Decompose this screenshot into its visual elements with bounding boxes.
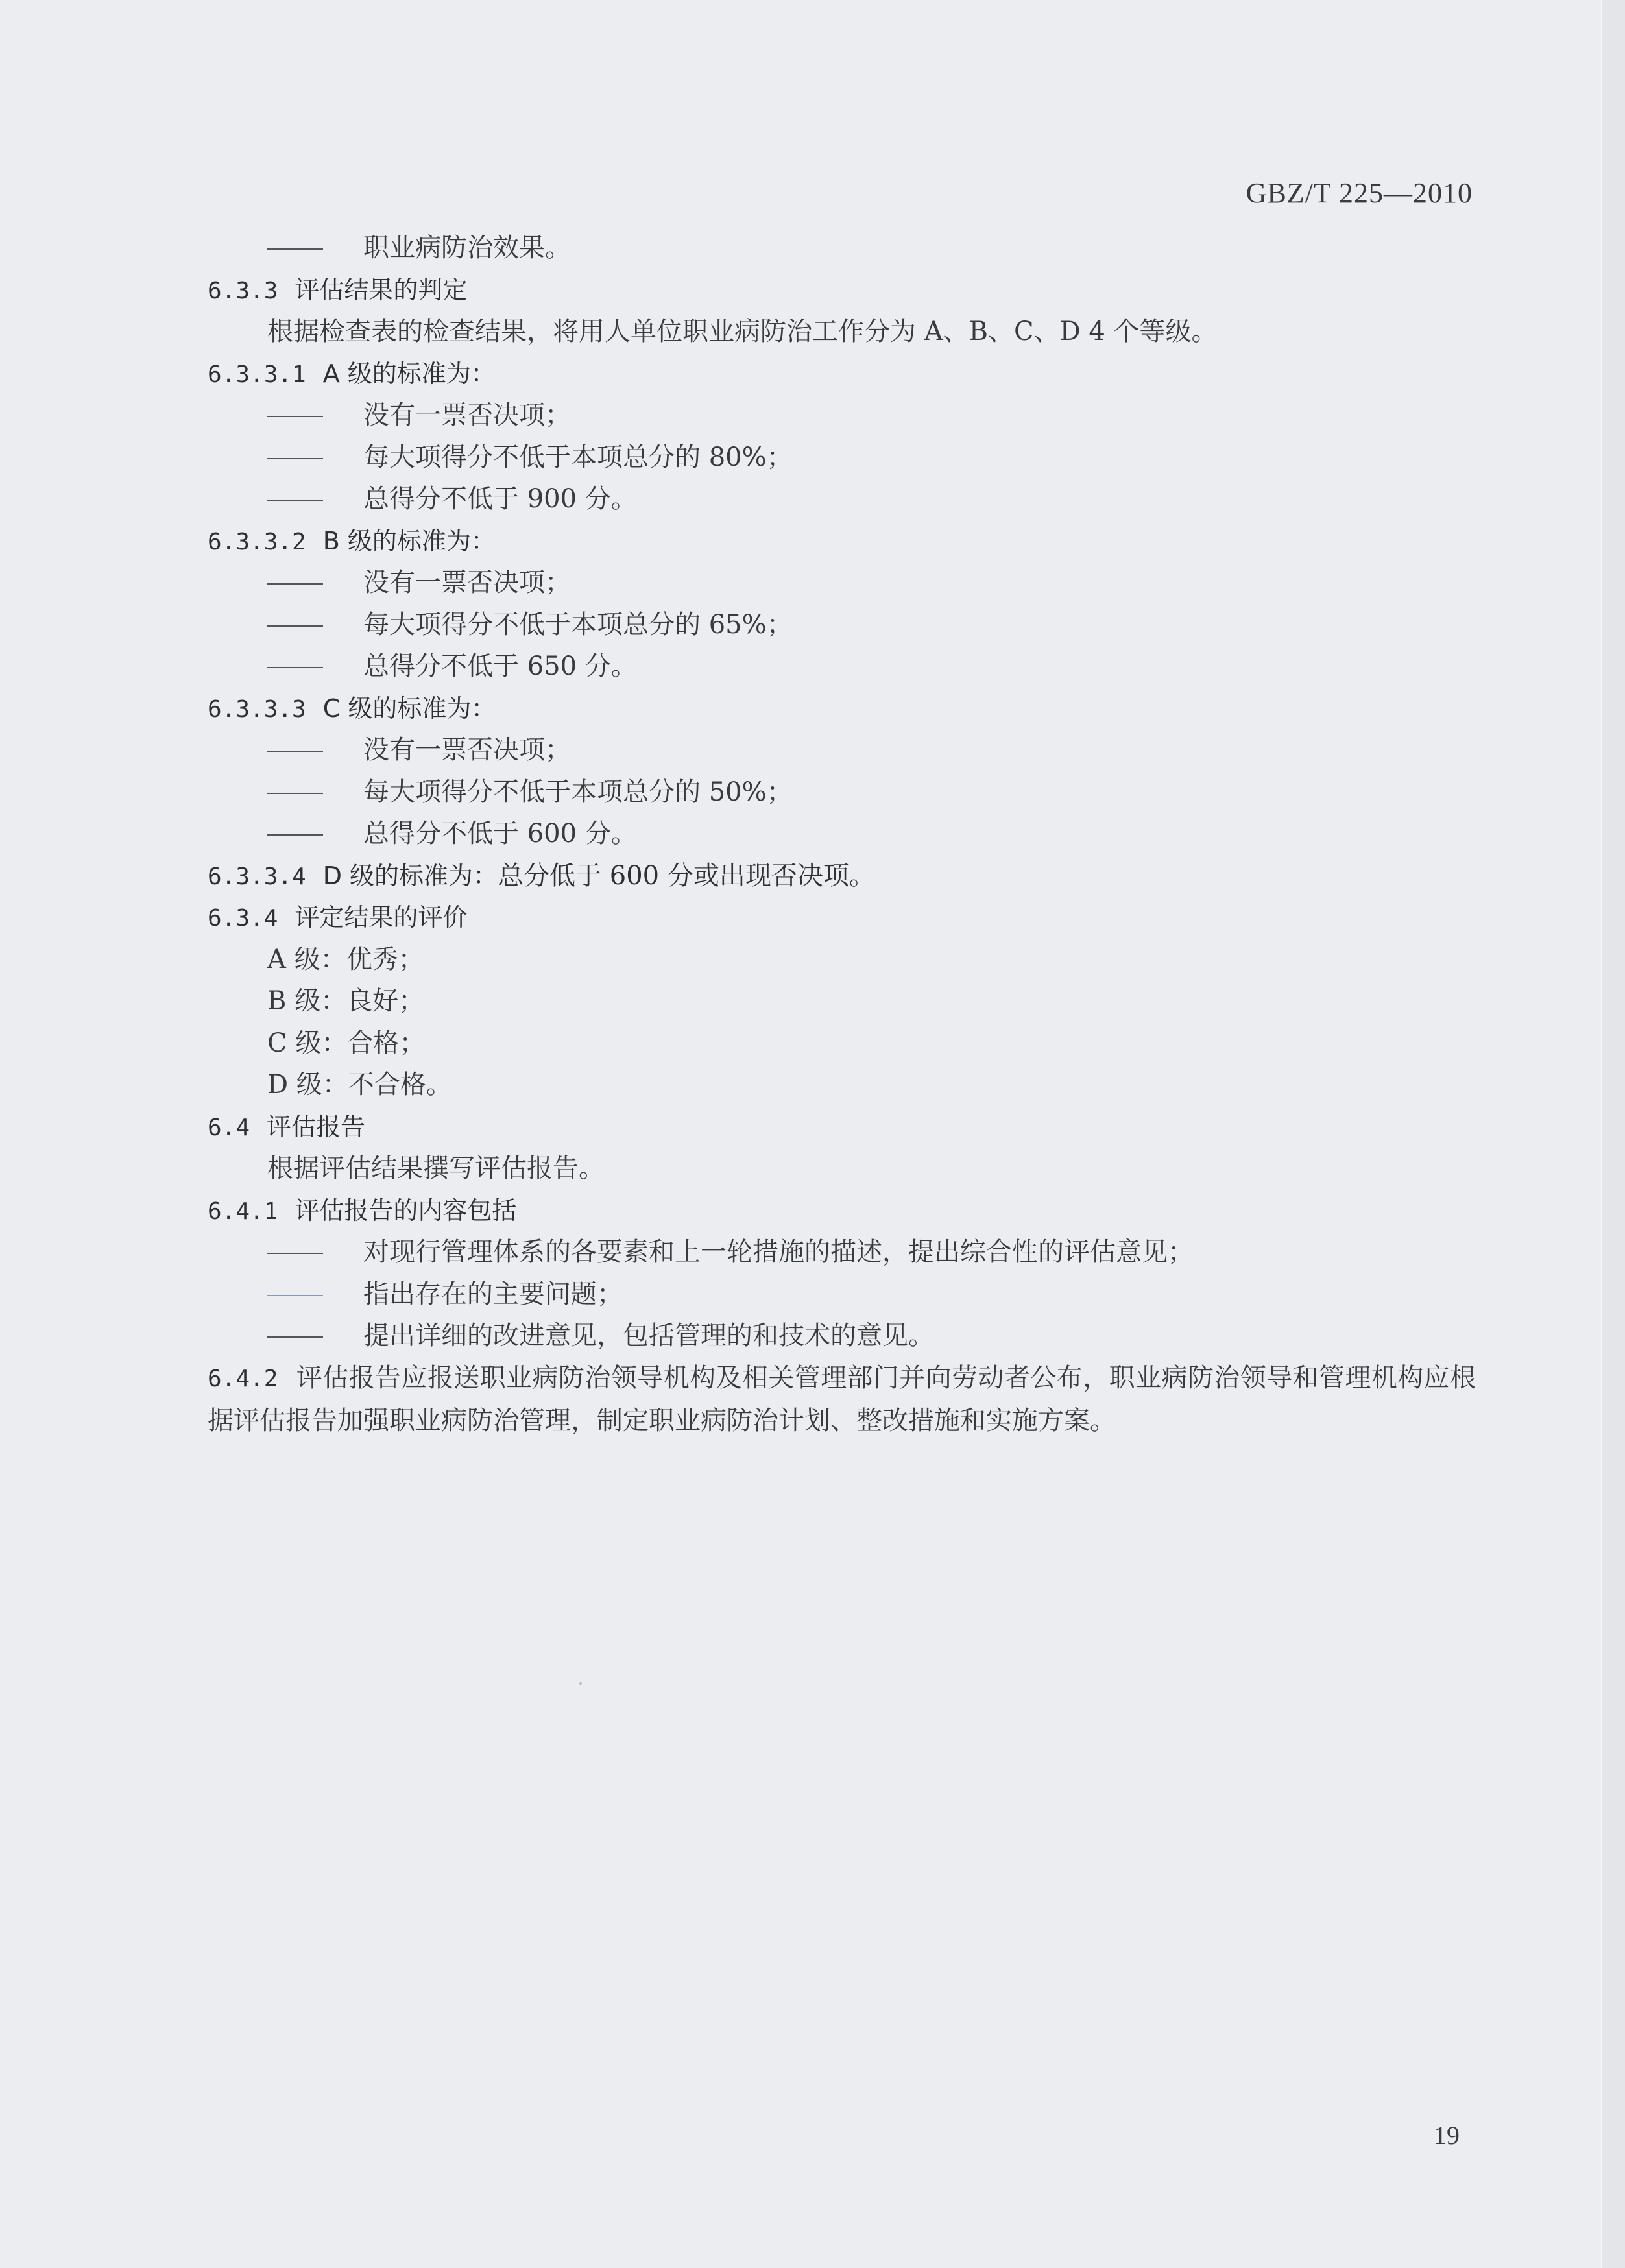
section-number: 6.4: [208, 1114, 250, 1141]
paragraph: 根据评估结果撰写评估报告。: [267, 1153, 605, 1183]
list-item-text: 没有一票否决项；: [363, 400, 571, 430]
list-item-text: 指出存在的主要问题；: [363, 1279, 623, 1309]
dash-mark: [267, 500, 323, 501]
list-item: [208, 813, 1476, 855]
list-item: [208, 1231, 1476, 1273]
dash-mark: [267, 667, 323, 668]
section-title: 评估报告: [267, 1112, 366, 1141]
list-item: [208, 394, 1476, 437]
section-title: 评估结果的判定: [295, 275, 468, 304]
section-inline-text: 总分低于 600 分或出现否决项。: [498, 860, 875, 891]
dash-mark: [267, 1253, 323, 1254]
list-item-text: 提出详细的改进意见，包括管理的和技术的意见。: [363, 1321, 934, 1351]
page-number: 19: [1434, 2121, 1460, 2150]
section-number: 6.3.3.2: [208, 528, 306, 555]
section-number: 6.3.3: [208, 277, 278, 304]
list-item: [208, 1315, 1476, 1357]
scan-speck: [579, 1682, 582, 1685]
section-number: 6.3.4: [208, 905, 278, 932]
section-heading: [208, 688, 1476, 730]
list-item: [208, 771, 1476, 814]
list-item: [208, 729, 1476, 771]
list-item-text: 没有一票否决项；: [363, 568, 571, 597]
list-item: [208, 1273, 1476, 1316]
section-heading: [208, 897, 1476, 939]
dash-mark: [267, 751, 323, 752]
page-edge: [1601, 0, 1625, 2268]
list-item-text: 每大项得分不低于本项总分的 65%；: [363, 609, 793, 640]
section-title: 评定结果的评价: [295, 903, 468, 932]
section-heading: [208, 520, 1476, 562]
section-number: 6.3.3.1: [208, 361, 306, 388]
section-paragraph: [208, 1357, 1476, 1442]
dash-mark: [267, 416, 323, 417]
dash-mark: [267, 458, 323, 459]
dash-mark: [267, 1295, 323, 1296]
list-item: [208, 604, 1476, 646]
standard-code: GBZ/T 225—2010: [1246, 177, 1473, 209]
list-item-text: 总得分不低于 600 分。: [363, 819, 637, 849]
section-number: 6.3.3.3: [208, 695, 306, 723]
section-number: 6.4.1: [208, 1198, 278, 1225]
list-item: [208, 227, 1476, 269]
section-title: C 级的标准为：: [322, 694, 496, 723]
section-number: 6.4.2: [208, 1365, 278, 1392]
section-heading: [208, 353, 1476, 395]
section-title: A 级的标准为：: [322, 359, 496, 388]
list-item-text: 对现行管理体系的各要素和上一轮措施的描述，提出综合性的评估意见；: [363, 1237, 1194, 1267]
section-heading: [208, 269, 1476, 311]
section-title: 评估报告的内容包括: [295, 1196, 517, 1225]
page-content: [208, 227, 1476, 1442]
list-item-text: 没有一票否决项；: [363, 735, 571, 765]
dash-mark: [267, 834, 323, 836]
section-number: 6.3.3.4: [208, 863, 306, 890]
list-item: [208, 562, 1476, 604]
list-item-text: 每大项得分不低于本项总分的 50%；: [363, 777, 793, 807]
list-item: [208, 478, 1476, 520]
section-heading: [208, 1106, 1476, 1148]
dash-mark: [267, 583, 323, 585]
section-title: B 级的标准为：: [322, 526, 496, 555]
dash-mark: [267, 1336, 323, 1338]
list-item-text: 职业病防治效果。: [363, 233, 571, 263]
paragraph-text: 评估报告应报送职业病防治领导机构及相关管理部门并向劳动者公布，职业病防治领导和管理机构应根据评估报告加强职业病防治管理，制定职业病防治计划、整改措施和实施方案。: [208, 1362, 1476, 1436]
list-item-text: 总得分不低于 900 分。: [363, 484, 637, 514]
list-item: [208, 645, 1476, 688]
dash-mark: [267, 248, 323, 250]
grade-b-evaluation: B 级：良好；: [267, 986, 425, 1016]
grade-d-evaluation: D 级：不合格。: [267, 1070, 452, 1100]
dash-mark: [267, 625, 323, 627]
dash-mark: [267, 793, 323, 794]
section-title: D 级的标准为：: [322, 861, 498, 890]
grade-c-evaluation: C 级：合格；: [267, 1028, 426, 1058]
section-heading: [208, 1190, 1476, 1232]
list-item-text: 每大项得分不低于本项总分的 80%；: [363, 442, 793, 472]
list-item-text: 总得分不低于 650 分。: [363, 651, 637, 681]
list-item: [208, 437, 1476, 479]
paragraph: 根据检查表的检查结果，将用人单位职业病防治工作分为 A、B、C、D 4 个等级。: [267, 317, 1218, 346]
section-heading: [208, 855, 1476, 897]
grade-a-evaluation: A 级：优秀；: [267, 944, 424, 974]
